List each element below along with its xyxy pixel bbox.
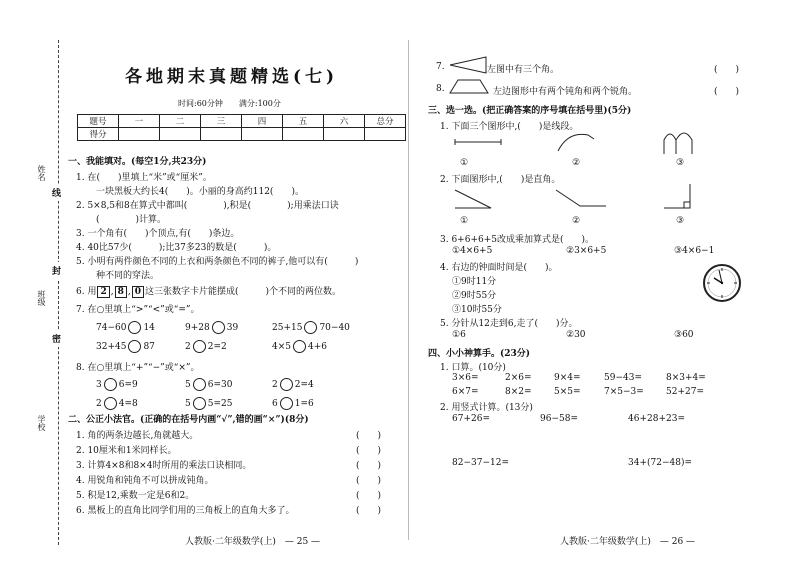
compare-item: 2 2=2	[185, 342, 227, 352]
q6-post: 这三张数字卡片能摆成( )个不同的两位数。	[145, 287, 342, 297]
subheading: 1. 口算。(10分)	[440, 363, 506, 373]
compare-item: 74−60 14	[96, 323, 155, 333]
option-label: ③	[676, 216, 685, 226]
q6-pre: 6. 用	[76, 287, 97, 297]
school-label: 学校	[37, 415, 46, 431]
vertical-calc: 34+(72−48)=	[628, 458, 693, 468]
question: 7. 在○里填上“>”“<”或“=”。	[76, 305, 200, 315]
digit-card: 8	[115, 286, 127, 298]
score-entry[interactable]	[160, 128, 201, 141]
oral-item: 8×3+4=	[666, 373, 706, 383]
question: 3. 6+6+6+5改成乘加算式是( )。	[440, 235, 594, 245]
vertical-calc: 46+28+23=	[628, 414, 685, 424]
option-label: ②	[572, 216, 581, 226]
question: 3. 一个角有( )个顶点,有( )条边。	[76, 229, 240, 239]
exam-meta: 时间:60分钟 满分:100分	[178, 99, 281, 108]
operator-item: 2 2=4	[272, 380, 314, 390]
oral-item: 7×5−3=	[604, 387, 644, 397]
digit-card: 2	[97, 286, 109, 298]
compare-item: 32+45 87	[96, 342, 155, 352]
score-cell: 五	[283, 115, 324, 128]
question: 5. 分针从12走到6,走了( )分。	[440, 319, 578, 329]
score-entry[interactable]	[119, 128, 160, 141]
arc-icon	[662, 130, 698, 154]
vertical-calc: 82−37−12=	[452, 458, 509, 468]
score-cell: 得分	[78, 128, 119, 141]
seal-char: 线	[52, 184, 61, 201]
oral-item: 8×2=	[505, 387, 532, 397]
page-title: 各地期末真题精选(七)	[125, 67, 339, 87]
score-entry[interactable]	[365, 128, 406, 141]
answer-paren[interactable]: ( )	[356, 461, 382, 471]
page-divider	[408, 40, 409, 540]
q8-number: 8.	[436, 84, 445, 94]
oral-item: 2×6=	[505, 373, 532, 383]
obtuse-angle-icon	[556, 188, 606, 210]
answer-circle[interactable]	[280, 378, 293, 391]
class-label: 班级	[37, 290, 46, 306]
trapezoid-icon	[450, 80, 490, 94]
answer-circle[interactable]	[193, 378, 206, 391]
answer-circle[interactable]	[293, 340, 306, 353]
answer-circle[interactable]	[304, 321, 317, 334]
question-6: 6. 用 2 , 8 , 0 这三张数字卡片能摆成( )个不同的两位数。	[76, 287, 342, 297]
option: ②9时55分	[452, 291, 497, 301]
option: ①9时11分	[452, 277, 497, 287]
option: ③10时55分	[452, 305, 502, 315]
clock-face-icon	[702, 263, 742, 303]
answer-circle[interactable]	[193, 397, 206, 410]
oral-item: 59−43=	[604, 373, 642, 383]
answer-paren[interactable]: ( )	[356, 491, 382, 501]
score-entry[interactable]	[283, 128, 324, 141]
oral-item: 6×7=	[452, 387, 479, 397]
q7-number: 7.	[436, 62, 445, 72]
answer-circle[interactable]	[104, 378, 117, 391]
option-label: ①	[460, 158, 469, 168]
section-4-heading: 四、小小神算手。(23分)	[428, 349, 531, 359]
judge-item: 2. 10厘米和1米同样长。	[76, 446, 177, 456]
question: 1. 在( )里填上“米”或“厘米”。	[76, 173, 212, 183]
answer-paren[interactable]: ( )	[356, 446, 382, 456]
option: ③4×6−1	[674, 246, 715, 256]
judge-item: 5. 积是12,乘数一定是6和2。	[76, 491, 195, 501]
question: ( )计算。	[96, 215, 167, 225]
oral-item: 3×6=	[452, 373, 479, 383]
seal-char: 封	[52, 262, 61, 279]
answer-paren[interactable]: ( )	[356, 506, 382, 516]
question: 左边图形中有两个钝角和两个锐角。	[493, 87, 638, 97]
name-label: 姓名	[37, 165, 46, 181]
question: 种不同的穿法。	[96, 271, 160, 281]
option-label: ②	[572, 158, 581, 168]
question: 一块黑板大约长4( )。小丽的身高约112( )。	[96, 187, 304, 197]
vertical-calc: 96−58=	[540, 414, 578, 424]
score-table	[77, 114, 406, 141]
oral-item: 5×5=	[554, 387, 581, 397]
right-angle-icon	[664, 184, 694, 212]
digit-card: 0	[132, 286, 144, 298]
operator-item: 6 1=6	[272, 399, 314, 409]
operator-item: 2 4=8	[96, 399, 138, 409]
question: 2. 5×8,5和8在算式中都叫( ),积是( );用乘法口诀	[76, 201, 339, 211]
answer-circle[interactable]	[128, 340, 141, 353]
answer-circle[interactable]	[193, 340, 206, 353]
section-1-heading: 一、我能填对。(每空1分,共23分)	[68, 157, 207, 167]
angle-shape-icon	[450, 56, 490, 74]
answer-circle[interactable]	[212, 321, 225, 334]
score-entry[interactable]	[201, 128, 242, 141]
score-entry[interactable]	[324, 128, 365, 141]
footer-left: 人教版·二年级数学(上) — 25 —	[185, 537, 321, 547]
compare-item: 25+15 70−40	[272, 323, 350, 333]
score-cell: 六	[324, 115, 365, 128]
operator-item: 5 5=25	[185, 399, 233, 409]
section-2-heading: 二、公正小法官。(正确的在括号内画“√”,错的画“×”)(8分)	[68, 415, 309, 425]
answer-paren[interactable]: ( )	[356, 431, 382, 441]
question: 8. 在○里填上“+”“−”或“×”。	[76, 363, 200, 373]
operator-item: 5 6=30	[185, 380, 233, 390]
question: 1. 下面三个图形中,( )是线段。	[440, 122, 579, 132]
subheading: 2. 用竖式计算。(13分)	[440, 403, 533, 413]
judge-item: 6. 黑板上的直角比同学们用的三角板上的直角大多了。	[76, 506, 295, 516]
question: 左图中有三个角。	[487, 65, 560, 75]
binding-strip	[0, 0, 62, 580]
line-segment-icon	[455, 137, 505, 147]
option: ③60	[674, 330, 694, 340]
score-cell: 一	[119, 115, 160, 128]
score-cell: 总分	[365, 115, 406, 128]
option-label: ①	[460, 216, 469, 226]
compare-item: 9+28 39	[185, 323, 239, 333]
score-cell: 四	[242, 115, 283, 128]
compare-item: 4×5 4+6	[272, 342, 327, 352]
cut-line	[58, 40, 59, 545]
question: 4. 右边的钟面时间是( )。	[440, 263, 558, 273]
question: 4. 40比57少( );比37多23的数是( )。	[76, 243, 277, 253]
seal-char: 密	[52, 330, 61, 347]
answer-paren[interactable]: ( )	[714, 65, 740, 75]
footer-right: 人教版·二年级数学(上) — 26 —	[560, 537, 696, 547]
answer-circle[interactable]	[104, 397, 117, 410]
section-3-heading: 三、选一选。(把正确答案的序号填在括号里)(5分)	[428, 106, 632, 116]
question: 2. 下面图形中,( )是直角。	[440, 175, 561, 185]
score-cell: 题号	[78, 115, 119, 128]
option: ②30	[566, 330, 586, 340]
oral-item: 52+27=	[666, 387, 704, 397]
answer-paren[interactable]: ( )	[714, 87, 740, 97]
judge-item: 1. 角的两条边越长,角就越大。	[76, 431, 199, 441]
judge-item: 3. 计算4×8和8×4时所用的乘法口诀相同。	[76, 461, 252, 471]
answer-circle[interactable]	[280, 397, 293, 410]
judge-item: 4. 用锐角和钝角不可以拼成钝角。	[76, 476, 214, 486]
question: 5. 小明有两件颜色不同的上衣和两条颜色不同的裤子,他可以有( )	[76, 257, 359, 267]
operator-item: 3 6=9	[96, 380, 138, 390]
score-cell: 三	[201, 115, 242, 128]
answer-paren[interactable]: ( )	[356, 476, 382, 486]
option-label: ③	[676, 158, 685, 168]
vertical-calc: 67+26=	[452, 414, 490, 424]
option: ①4×6+5	[452, 246, 493, 256]
curve-icon	[558, 131, 598, 153]
acute-angle-icon	[455, 188, 495, 210]
option: ②3×6+5	[566, 246, 607, 256]
option: ①6	[452, 330, 466, 340]
score-cell: 二	[160, 115, 201, 128]
answer-circle[interactable]	[128, 321, 141, 334]
score-entry[interactable]	[242, 128, 283, 141]
oral-item: 9×4=	[554, 373, 581, 383]
